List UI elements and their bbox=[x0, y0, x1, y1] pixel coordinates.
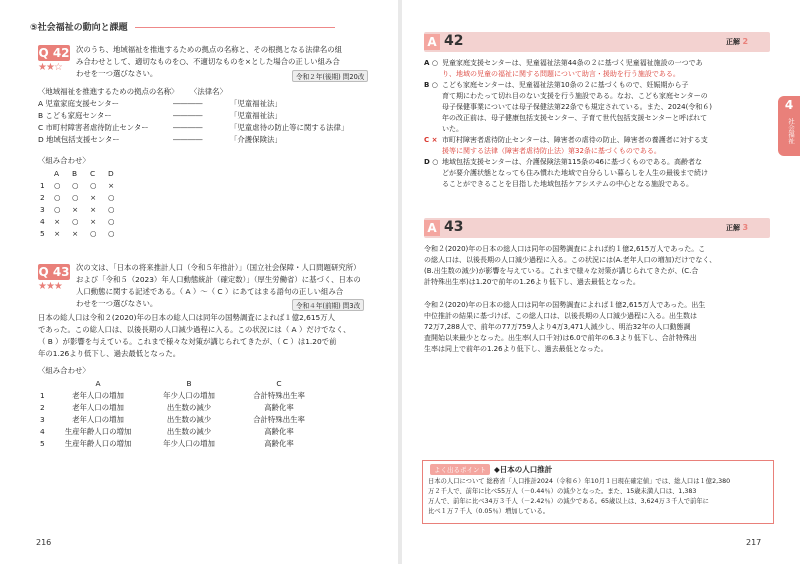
explanation-line: 72万7,288人で、前年の77万759人より4万3,471人減少し、明治32年の人口動態調 bbox=[424, 323, 691, 331]
combo-cell: ○ bbox=[108, 193, 115, 202]
combo-cell: 合計特殊出生率 bbox=[253, 391, 305, 400]
key-point-title: ◆日本の人口推計 bbox=[494, 465, 553, 474]
combo-cell: ○ bbox=[90, 181, 97, 190]
combo-cell: 出生数の減少 bbox=[166, 427, 212, 436]
q42-question-line: み合わせとして、適切なものを○、不適切なものを×とした場合の正しい組み合 bbox=[76, 57, 340, 66]
section-title-text: ⑤社会福祉の動向と課題 bbox=[30, 23, 128, 33]
q42-header-b: 〈法律名〉 bbox=[190, 87, 227, 96]
combo-cell bbox=[40, 168, 54, 180]
q42-row-b: 「介護保険法」 bbox=[230, 135, 282, 144]
combo-cell: C bbox=[90, 169, 96, 178]
explanation-line: どが要介護状態となっても住み慣れた地域で自分らしい暮らしを人生の最後まで続け bbox=[442, 169, 708, 177]
combo-cell: 4 bbox=[40, 217, 45, 226]
q43-passage-line: （ B ）が影響を与えている。これまで様々な対策が講じられてきたが、（ C ）は1.20で前 bbox=[38, 337, 337, 346]
q42-question-line: 次のうち、地域福祉を推進するための拠点の名称と、その根拠となる法律名の組 bbox=[76, 45, 343, 54]
q42-difficulty-stars: ★★☆ bbox=[38, 62, 62, 73]
q43-question-line: 次の文は、「日本の将来推計人口（令和５年推計）」（国立社会保障・人口問題研究所） bbox=[76, 263, 361, 272]
answer-mark: D ○ bbox=[424, 158, 439, 166]
combo-cell: B bbox=[72, 169, 78, 178]
answer-mark: C × bbox=[424, 136, 438, 144]
combo-cell: 生産年齢人口の増加 bbox=[64, 427, 132, 436]
explanation-line: の総人口は、以後長期の人口減少過程に入る。この状況には(A.老年人口の増加)だけでなく、 bbox=[424, 256, 717, 264]
combo-cell: × bbox=[90, 205, 97, 214]
key-point-line: 万２千人で、前年に比べ55万人（－0.44％）の減少となった。また、15歳未満人口は、1,383 bbox=[428, 488, 697, 495]
key-point-line: 日本の人口について 総務省「人口推計2024（令和６）年10月１日現在確定値」では、総人口は１億2,380 bbox=[428, 478, 731, 485]
combo-cell: A bbox=[95, 379, 101, 388]
key-point-label: よく出るポイント bbox=[430, 464, 490, 475]
key-point-line: 比べ１万７千人（0.05％）増加している。 bbox=[428, 508, 550, 515]
combo-cell: 出生数の減少 bbox=[166, 415, 212, 424]
combo-cell: × bbox=[72, 205, 79, 214]
table-row bbox=[40, 414, 324, 426]
q42-options-table bbox=[38, 86, 378, 146]
table-row bbox=[40, 180, 126, 192]
combo-cell: 2 bbox=[40, 193, 45, 202]
q42-row-b: 「児童福祉法」 bbox=[230, 99, 282, 108]
combo-cell: 5 bbox=[40, 439, 45, 448]
combo-cell: 1 bbox=[40, 181, 45, 190]
correct-number: 2 bbox=[742, 37, 749, 46]
combo-cell: × bbox=[54, 229, 61, 238]
table-row bbox=[40, 390, 324, 402]
explanation-line: 児童家庭支援センターは、児童福祉法第44条の２に基づく児童福祉施設の一つであ bbox=[442, 59, 703, 67]
list-item bbox=[424, 58, 774, 80]
q42-badge: Q 42 bbox=[38, 46, 70, 60]
a43-explanation-2 bbox=[424, 300, 774, 355]
q42-row-a: A 児童家庭支援センター bbox=[38, 99, 120, 108]
combo-cell: × bbox=[90, 193, 97, 202]
explanation-line: 地域包括支援センターは、介護保険法第115条の46に基づくものである。高齢者な bbox=[442, 158, 702, 166]
q43-question-line: 人口動態に関する記述である。（ A ）～（ C ）にあてはまる語句の正しい組み合 bbox=[76, 287, 344, 296]
table-row bbox=[40, 402, 324, 414]
combo-cell: ○ bbox=[54, 193, 61, 202]
a42-badge: A bbox=[424, 34, 440, 50]
q42-row-a: C 市町村障害者虐待防止センター bbox=[38, 123, 149, 132]
a43-explanation-1 bbox=[424, 244, 774, 288]
explanation-line: 年の改正前は、母子健康包括支援センター、子育て世代包括支援センターと呼ばれて bbox=[442, 114, 708, 122]
combo-cell: ○ bbox=[108, 217, 115, 226]
a42-correct-answer bbox=[726, 37, 748, 47]
a43-badge: A bbox=[424, 220, 440, 236]
key-point-line: 万人で、前年に比べ34万３千人（－2.42％）の減少である。65歳以上は、3,624万３千人で前年に bbox=[428, 498, 709, 505]
q43-source-tag: 令和４年(前期) 問3改 bbox=[292, 299, 364, 311]
a42-number: 42 bbox=[444, 33, 464, 49]
a42-header-bar bbox=[424, 32, 770, 52]
combo-cell: ○ bbox=[72, 193, 79, 202]
a43-number: 43 bbox=[444, 219, 464, 235]
combo-cell: × bbox=[54, 217, 61, 226]
combo-cell: 高齢化率 bbox=[264, 427, 294, 436]
table-row bbox=[40, 168, 126, 180]
explanation-line: 育て期にわたって切れ目のない支援を行う施設である。なお、こども家庭センターの bbox=[442, 92, 708, 100]
combo-cell: ○ bbox=[108, 205, 115, 214]
q42-row-dash: ―――― bbox=[173, 135, 203, 144]
explanation-line: 査開始以来最少となった。出生率(人口千対)は6.0で前年の6.3より低下し、合計特殊出 bbox=[424, 334, 697, 342]
combo-cell: 高齢化率 bbox=[264, 403, 294, 412]
q43-combo-title: 〈組み合わせ〉 bbox=[38, 366, 90, 375]
explanation-line: 市町村障害者虐待防止センターは、障害者の虐待の防止、障害者の養護者に対する支 bbox=[442, 136, 708, 144]
combo-cell: 老年人口の増加 bbox=[72, 403, 124, 412]
q42-row-a: D 地域包括支援センター bbox=[38, 135, 120, 144]
right-page bbox=[400, 0, 800, 564]
combo-cell: ○ bbox=[54, 205, 61, 214]
correct-label: 正解 bbox=[726, 224, 740, 232]
explanation-line: ることができることを目指した地域包括ケアシステムの中心となる施設である。 bbox=[442, 180, 694, 188]
list-item bbox=[424, 157, 774, 190]
explanation-line: 令和２(2020)年の日本の総人口は同年の国勢調査によれば１億2,615万人であった。出生 bbox=[424, 301, 706, 309]
answer-mark: B ○ bbox=[424, 81, 438, 89]
combo-cell: 2 bbox=[40, 403, 45, 412]
combo-cell: ○ bbox=[72, 181, 79, 190]
combo-cell: 老年人口の増加 bbox=[72, 391, 124, 400]
q43-badge: Q 43 bbox=[38, 265, 70, 279]
combo-cell: D bbox=[108, 169, 114, 178]
q42-row-dash: ―――― bbox=[173, 111, 203, 120]
list-item bbox=[424, 135, 774, 157]
key-point-text bbox=[428, 477, 770, 517]
combo-cell: ○ bbox=[54, 181, 61, 190]
table-row bbox=[40, 426, 324, 438]
table-row bbox=[40, 378, 324, 390]
combo-cell: B bbox=[186, 379, 192, 388]
correct-label: 正解 bbox=[726, 38, 740, 46]
table-row bbox=[40, 216, 126, 228]
q43-passage-line: であった。この総人口は、以後長期の人口減少過程に入る。この状況には（ A ）だけでなく、 bbox=[38, 325, 351, 334]
chapter-tab-number: 4 bbox=[784, 98, 794, 112]
combo-cell: 3 bbox=[40, 205, 45, 214]
combo-cell: 年少人口の増加 bbox=[163, 439, 215, 448]
explanation-line: 中位推計の結果に基づけば、この総人口は、以後長期の人口減少過程に入る。出生数は bbox=[424, 312, 697, 320]
combo-cell: ○ bbox=[90, 229, 97, 238]
explanation-line: (B.出生数の減少)が影響を与えている。これまで様々な対策が講じられてきたが、(C.合 bbox=[424, 267, 699, 275]
combo-cell: × bbox=[108, 181, 115, 190]
explanation-line: 援等に関する法律（障害者虐待防止法）第32条に基づくものである。 bbox=[442, 147, 661, 155]
combo-cell: 3 bbox=[40, 415, 45, 424]
q42-header-a: 〈地域福祉を推進するための拠点の名称〉 bbox=[38, 87, 179, 96]
section-title-rule bbox=[135, 27, 335, 28]
explanation-line: 計特殊出生率)は1.20で前年の1.26より低下し、過去最低となった。 bbox=[424, 278, 640, 286]
table-row bbox=[40, 228, 126, 240]
q42-combo-table bbox=[40, 168, 126, 240]
combo-cell: 5 bbox=[40, 229, 45, 238]
combo-cell: 年少人口の増加 bbox=[163, 391, 215, 400]
combo-cell: 合計特殊出生率 bbox=[253, 415, 305, 424]
q42-row-dash: ―――― bbox=[173, 99, 203, 108]
combo-cell: 生産年齢人口の増加 bbox=[64, 439, 132, 448]
combo-cell: × bbox=[72, 229, 79, 238]
correct-number: 3 bbox=[742, 223, 749, 232]
a43-header-bar bbox=[424, 218, 770, 238]
q43-passage bbox=[38, 312, 368, 360]
explanation-line: 生率は同上で前年の1.26より低下し、過去最低となった。 bbox=[424, 345, 608, 353]
explanation-line: こども家庭センターは、児童福祉法第10条の２に基づくもので、妊娠期から子 bbox=[442, 81, 689, 89]
a43-correct-answer bbox=[726, 223, 748, 233]
combo-cell: ○ bbox=[72, 217, 79, 226]
combo-cell: 1 bbox=[40, 391, 45, 400]
chapter-tab-label: 社会福祉 bbox=[787, 118, 795, 144]
section-title bbox=[30, 20, 335, 33]
q43-passage-line: 年の1.26より低下し、過去最低となった。 bbox=[38, 349, 181, 358]
table-row bbox=[40, 192, 126, 204]
q42-row-b: 「児童虐待の防止等に関する法律」 bbox=[230, 123, 349, 132]
explanation-line: 母子保健事業については母子保健法第22条でも規定されている。また、2024(令和６) bbox=[442, 103, 713, 111]
a42-explanations bbox=[424, 58, 774, 190]
q42-row-b: 「児童福祉法」 bbox=[230, 111, 282, 120]
combo-cell bbox=[40, 378, 52, 390]
q42-source-tag: 令和２年(後期) 問20改 bbox=[292, 70, 368, 82]
answer-mark: A ○ bbox=[424, 59, 438, 67]
q43-combo-table bbox=[40, 378, 324, 450]
combo-cell: A bbox=[54, 169, 60, 178]
q42-row-dash: ―――― bbox=[173, 123, 203, 132]
q43-question-line: および「令和５（2023）年人口動態統計（確定数）」（厚生労働省）に基づく、日本の bbox=[76, 275, 361, 284]
q42-question-line: わせを一つ選びなさい。 bbox=[76, 69, 158, 78]
combo-cell: 出生数の減少 bbox=[166, 403, 212, 412]
combo-cell: 4 bbox=[40, 427, 45, 436]
explanation-line: 令和２(2020)年の日本の総人口は同年の国勢調査によれば約１億2,615万人であった。こ bbox=[424, 245, 706, 253]
q43-passage-line: 日本の総人口は令和２(2020)年の日本の総人口は同年の国勢調査によれば１億2,615万人 bbox=[38, 313, 336, 322]
key-point-header bbox=[430, 464, 552, 475]
explanation-line: いた。 bbox=[442, 125, 463, 133]
table-row bbox=[40, 204, 126, 216]
combo-cell: 高齢化率 bbox=[264, 439, 294, 448]
combo-cell: × bbox=[90, 217, 97, 226]
q43-question-line: わせを一つ選びなさい。 bbox=[76, 299, 158, 308]
q43-difficulty-stars: ★★★ bbox=[38, 281, 62, 292]
combo-cell: 老年人口の増加 bbox=[72, 415, 124, 424]
q42-combo-title: 〈組み合わせ〉 bbox=[38, 156, 90, 165]
combo-cell: C bbox=[276, 379, 282, 388]
combo-cell: ○ bbox=[108, 229, 115, 238]
page-number-left: 216 bbox=[36, 538, 52, 547]
explanation-line: り、地域の児童の福祉に関する問題について助言・援助を行う施設である。 bbox=[442, 70, 680, 78]
q42-row-a: B こども家庭センター bbox=[38, 111, 112, 120]
list-item bbox=[424, 80, 774, 135]
page-number-right: 217 bbox=[746, 538, 762, 547]
table-row bbox=[40, 438, 324, 450]
